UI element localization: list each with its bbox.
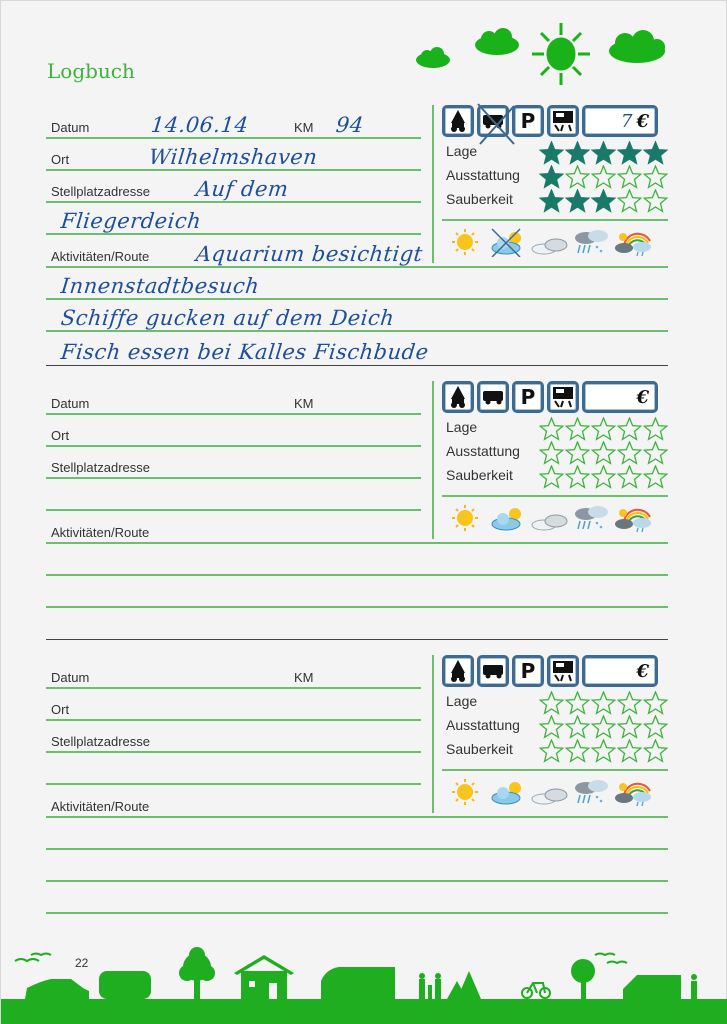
date-row [46,657,421,689]
vertical-divider [432,655,434,813]
rating-equipment [442,441,668,465]
km-field[interactable]: 94 [334,113,365,137]
date-row [46,383,421,415]
place-row [46,139,421,171]
star-empty-icon[interactable] [565,465,590,489]
cloudy-icon[interactable] [530,777,568,807]
star-empty-icon[interactable] [539,739,564,763]
activities-field-line2[interactable]: Innenstadtbesuch [59,274,261,298]
star-empty-icon[interactable] [539,715,564,739]
address-row-2 [46,753,421,785]
log-entry-1 [46,105,668,367]
activities-field-line4[interactable]: Fisch essen bei Kalles Fischbude [59,340,430,364]
star-empty-icon[interactable] [591,691,616,715]
log-entry-2 [46,381,668,643]
place-label: Ort [51,428,70,443]
date-label: Datum [51,670,90,685]
rating-cleanliness-label: Sauberkeit [446,467,513,483]
person-icon [691,974,697,999]
cloudy-icon[interactable] [530,503,568,533]
bicycle-icon [522,983,550,998]
address-row [46,721,421,753]
rating-location [442,141,668,165]
rating-equipment-label: Ausstattung [446,167,520,183]
activities-row-3 [46,576,668,608]
activities-label: Aktivitäten/Route [51,249,150,264]
rainbow-rain-icon[interactable] [614,777,652,807]
star-empty-icon[interactable] [591,417,616,441]
star-empty-icon[interactable] [565,441,590,465]
star-empty-icon[interactable] [539,417,564,441]
rating-cleanliness-label: Sauberkeit [446,191,513,207]
panel-divider [442,495,668,497]
price-box[interactable] [582,381,658,413]
place-label: Ort [51,702,70,717]
rating-equipment [442,165,668,189]
star-filled-icon[interactable] [565,189,590,213]
tree-icon [571,959,595,999]
star-filled-icon[interactable] [617,141,642,165]
star-rating[interactable] [539,141,668,165]
star-empty-icon[interactable] [539,465,564,489]
van-icon [623,975,681,999]
star-empty-icon[interactable] [539,691,564,715]
cross-mark-icon [476,102,516,146]
motorhome-icon[interactable] [477,105,509,137]
rating-location-label: Lage [446,143,478,159]
activities-field-line3[interactable]: Schiffe gucken auf dem Deich [59,306,396,330]
people-icon [419,973,441,999]
service-station-icon[interactable] [547,655,579,687]
rating-cleanliness [442,465,668,489]
address-label: Stellplatzadresse [51,184,150,199]
star-filled-icon[interactable] [565,141,590,165]
rating-cleanliness [442,739,668,763]
star-rating[interactable] [539,189,668,213]
log-entry-3 [46,655,668,917]
star-filled-icon[interactable] [539,189,564,213]
panel-divider [442,219,668,221]
star-empty-icon[interactable] [617,165,642,189]
place-label: Ort [51,152,70,167]
vertical-divider [432,381,434,539]
weather-icons [446,227,652,257]
price-field[interactable]: 7 [621,110,633,132]
tent-camping-icon[interactable] [442,381,474,413]
birds-icon [595,954,627,964]
activities-row-4 [46,882,668,914]
activities-row-3 [46,300,668,332]
parking-icon[interactable]: P [512,655,544,687]
address-field-line1[interactable]: Auf dem [194,177,290,201]
address-label: Stellplatzadresse [51,734,150,749]
star-empty-icon[interactable] [617,465,642,489]
star-empty-icon[interactable] [643,739,668,763]
activities-row-3 [46,850,668,882]
partly-cloudy-icon[interactable] [488,503,526,533]
rainbow-rain-icon[interactable] [614,227,652,257]
parking-icon[interactable]: P [512,381,544,413]
rating-equipment [442,715,668,739]
vertical-divider [432,105,434,263]
page-number: 22 [75,956,89,970]
star-filled-icon[interactable] [643,141,668,165]
star-empty-icon[interactable] [565,691,590,715]
rating-cleanliness-label: Sauberkeit [446,741,513,757]
cloud-icon [475,28,519,55]
place-field[interactable]: Wilhelmshaven [147,145,319,169]
star-empty-icon[interactable] [591,441,616,465]
star-empty-icon[interactable] [617,441,642,465]
sun-icon [532,23,590,85]
ratings [442,141,668,213]
date-label: Datum [51,396,90,411]
tents-icon [447,971,481,999]
service-station-icon[interactable] [547,381,579,413]
tent-camping-icon[interactable] [442,105,474,137]
sun-icon[interactable] [446,227,484,257]
rain-snow-icon[interactable] [572,503,610,533]
star-empty-icon[interactable] [617,417,642,441]
motorhome-icon [321,967,395,999]
activities-row-4 [46,608,668,640]
activities-row-2 [46,544,668,576]
star-empty-icon[interactable] [643,691,668,715]
km-label: KM [294,670,314,685]
star-empty-icon[interactable] [591,715,616,739]
star-rating[interactable] [539,715,668,739]
rating-location-label: Lage [446,693,478,709]
date-label: Datum [51,120,90,135]
star-empty-icon[interactable] [565,739,590,763]
star-empty-icon[interactable] [643,465,668,489]
sky-decoration [411,19,671,89]
rain-snow-icon[interactable] [572,227,610,257]
service-station-icon[interactable] [547,105,579,137]
facility-icons [442,381,658,413]
cloudy-icon[interactable] [530,227,568,257]
activities-field-line1[interactable]: Aquarium besichtigt [194,242,424,266]
star-empty-icon[interactable] [643,441,668,465]
facility-icons [442,105,658,137]
star-empty-icon[interactable] [565,715,590,739]
footer-landscape [1,941,727,1024]
star-empty-icon[interactable] [643,417,668,441]
weather-icons [446,503,652,533]
activities-row-4 [46,332,668,364]
tent-camping-icon[interactable] [442,655,474,687]
address-row-2 [46,479,421,511]
euro-icon: € [636,386,649,408]
birds-icon [15,954,51,962]
ratings [442,691,668,763]
star-filled-icon[interactable] [539,141,564,165]
ratings [442,417,668,489]
star-empty-icon[interactable] [617,715,642,739]
star-filled-icon[interactable] [591,189,616,213]
car-icon [25,979,89,999]
star-empty-icon[interactable] [617,189,642,213]
rain-snow-icon[interactable] [572,777,610,807]
partly-cloudy-icon[interactable] [488,777,526,807]
rating-cleanliness [442,189,668,213]
km-label: KM [294,120,314,135]
place-row [46,415,421,447]
parking-icon[interactable]: P [512,105,544,137]
rainbow-rain-icon[interactable] [614,503,652,533]
date-field[interactable]: 14.06.14 [149,113,250,137]
star-rating[interactable] [539,739,668,763]
star-empty-icon[interactable] [617,739,642,763]
star-filled-icon[interactable] [591,141,616,165]
address-field-line2[interactable]: Fliegerdeich [59,209,203,233]
cloud-icon [609,30,665,63]
place-row [46,689,421,721]
star-empty-icon[interactable] [565,417,590,441]
weather-icons [446,777,652,807]
tree-icon [179,947,215,999]
rating-location-label: Lage [446,419,478,435]
rating-equipment-label: Ausstattung [446,443,520,459]
entry-separator [46,365,668,366]
activities-label: Aktivitäten/Route [51,799,150,814]
star-filled-icon[interactable] [539,165,564,189]
star-rating[interactable] [539,465,668,489]
star-empty-icon[interactable] [617,691,642,715]
star-empty-icon[interactable] [643,189,668,213]
rating-location [442,691,668,715]
star-empty-icon[interactable] [591,465,616,489]
activities-row-2 [46,818,668,850]
rating-equipment-label: Ausstattung [446,717,520,733]
star-rating[interactable] [539,441,668,465]
price-box[interactable] [582,655,658,687]
euro-icon: € [636,110,649,132]
motorhome-icon[interactable] [477,381,509,413]
address-row [46,171,421,203]
address-row-2 [46,203,421,235]
panel-divider [442,769,668,771]
partly-cloudy-icon[interactable] [488,227,526,257]
sun-icon[interactable] [446,777,484,807]
price-box[interactable] [582,105,658,137]
house-icon [234,955,294,999]
motorhome-icon[interactable] [477,655,509,687]
date-row [46,107,421,139]
sun-icon[interactable] [446,503,484,533]
entry-separator [46,639,668,640]
star-empty-icon[interactable] [539,441,564,465]
cloud-icon [416,47,450,68]
star-empty-icon[interactable] [565,165,590,189]
euro-icon: € [636,660,649,682]
address-row [46,447,421,479]
facility-icons [442,655,658,687]
page-title: Logbuch [47,59,135,83]
caravan-icon [99,971,151,999]
star-empty-icon[interactable] [643,715,668,739]
activities-label: Aktivitäten/Route [51,525,150,540]
star-rating[interactable] [539,691,668,715]
activities-row-2 [46,268,668,300]
star-rating[interactable] [539,417,668,441]
star-empty-icon[interactable] [643,165,668,189]
star-empty-icon[interactable] [591,165,616,189]
address-label: Stellplatzadresse [51,460,150,475]
star-empty-icon[interactable] [591,739,616,763]
km-label: KM [294,396,314,411]
star-rating[interactable] [539,165,668,189]
rating-location [442,417,668,441]
